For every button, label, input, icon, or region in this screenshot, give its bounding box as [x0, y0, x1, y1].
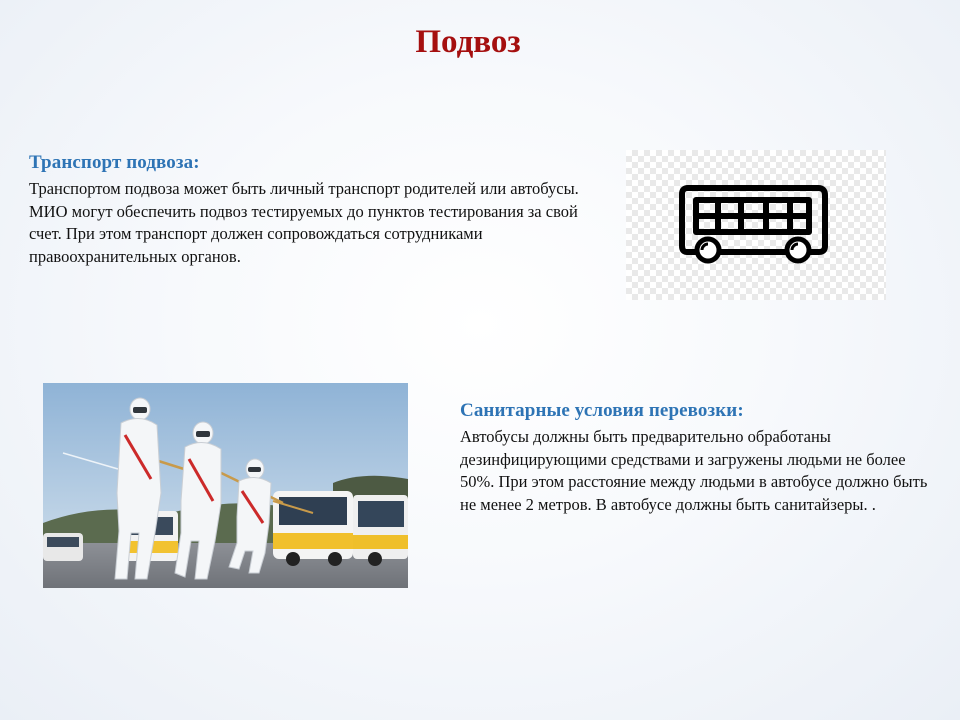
sanitary-heading: Санитарные условия перевозки: — [460, 400, 744, 421]
transport-text: Транспортом подвоза может быть личный транспорт родителей или автобусы. МИО могут обеспечить подвоз тестируемых до пунктов тестирования за свой счет. При этом транспорт должен сопровождаться сотрудниками правоохранительных органов. — [29, 179, 579, 266]
transport-section — [29, 152, 609, 268]
page-title: Подвоз — [415, 24, 521, 60]
bus-icon — [678, 180, 828, 266]
disinfection-photo — [43, 383, 408, 588]
bus-icon-image — [626, 150, 886, 300]
sanitary-text: Автобусы должны быть предварительно обработаны дезинфицирующими средствами и загружены людьми не более 50%. При этом расстояние между людьми в автобусе должно быть не менее 2 метров. В автобусе должны быть санитайзеры. . — [460, 427, 928, 514]
sanitary-section — [460, 400, 940, 516]
transport-heading: Транспорт подвоза: — [29, 152, 200, 173]
